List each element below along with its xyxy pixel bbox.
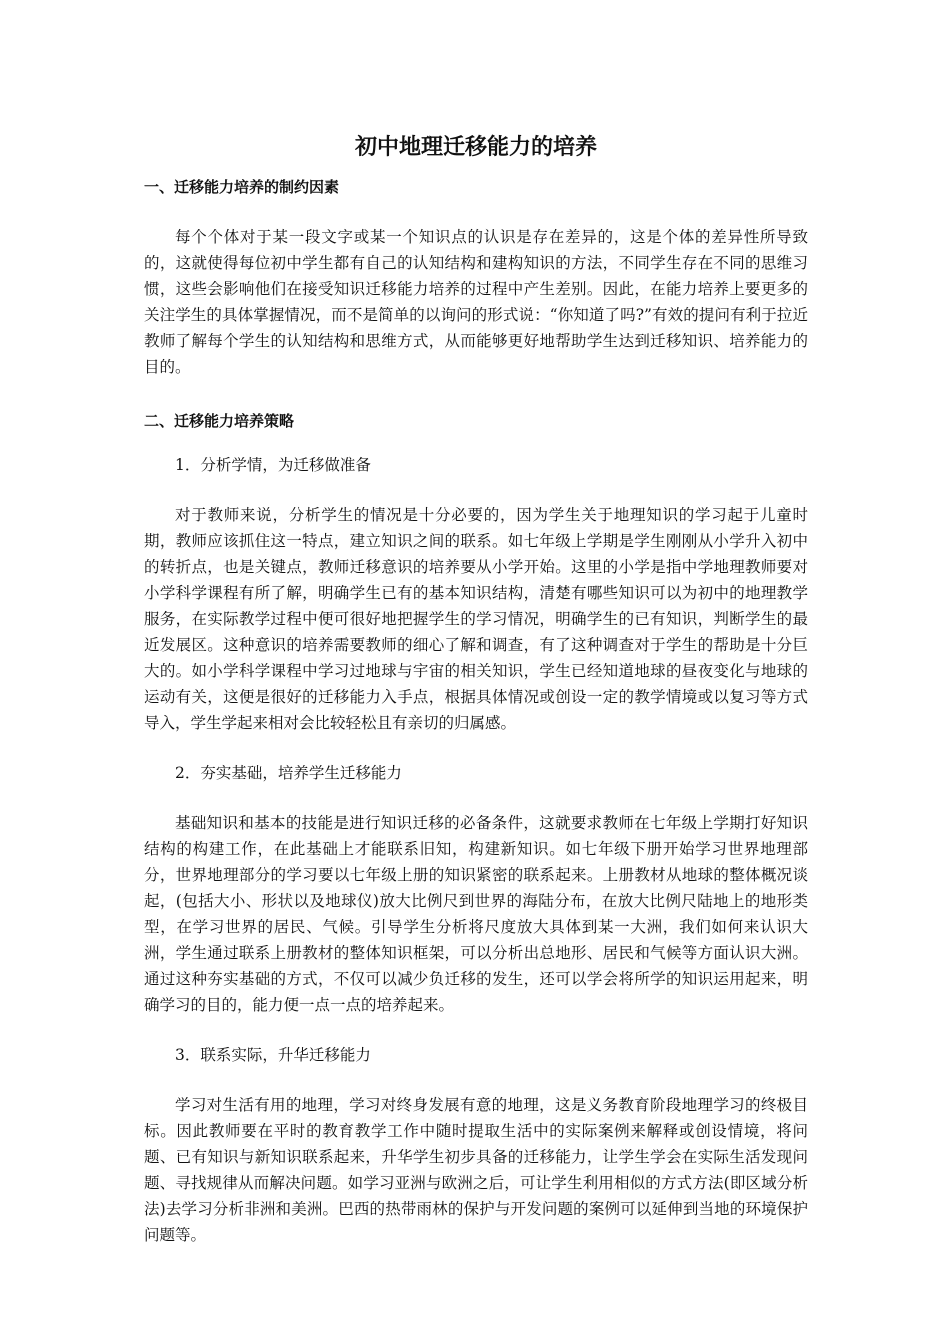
section-2-heading: 二、迁移能力培养策略	[144, 412, 295, 430]
subsection-2-paragraph: 基础知识和基本的技能是进行知识迁移的必备条件，这就要求教师在七年级上学期打好知识结构的构建工作，在此基础上才能联系旧知，构建新知识。如七年级下册开始学习世界地理部分，世界地理部分的学习要以七年级上册的知识紧密的联系起来。上册教材从地球的整体概况谈起，(包括大小、形状以及地球仪)放大比例尺到世界的海陆分布，在放大比例尺陆地上的地形类型，在学习世界的居民、气候。引导学生分析将尺度放大具体到某一大洲，我们如何来认识大洲，学生通过联系上册教材的整体知识框架，可以分析出总地形、居民和气候等方面认识大洲。通过这种夯实基础的方式，不仅可以减少负迁移的发生，还可以学会将所学的知识运用起来，明确学习的目的，能力便一点一点的培养起来。	[144, 814, 808, 1014]
subsection-3-paragraph: 学习对生活有用的地理，学习对终身发展有意的地理，这是义务教育阶段地理学习的终极目标。因此教师要在平时的教育教学工作中随时提取生活中的实际案例来解释或创设情境，将问题、已有知识与新知识联系起来，升华学生初步具备的迁移能力，让学生学会在实际生活发现问题、寻找规律从而解决问题。如学习亚洲与欧洲之后，可让学生利用相似的方式方法(即区域分析法)去学习分析非洲和美洲。巴西的热带雨林的保护与开发问题的案例可以延伸到当地的环境保护问题等。	[144, 1096, 808, 1244]
section-1-heading: 一、迁移能力培养的制约因素	[144, 178, 340, 196]
document-page	[144, 132, 808, 1248]
subsection-3-heading: 3．联系实际，升华迁移能力	[175, 1046, 371, 1064]
section-1-paragraph: 每个个体对于某一段文字或某一个知识点的认识是存在差异的，这是个体的差异性所导致的，这就使得每位初中学生都有自己的认知结构和建构知识的方法，不同学生存在不同的思维习惯，这些会影响他们在接受知识迁移能力培养的过程中产生差别。因此，在能力培养上要更多的关注学生的具体掌握情况，而不是简单的以询问的形式说：“你知道了吗?”有效的提问有利于拉近教师了解每个学生的认知结构和思维方式，从而能够更好地帮助学生达到迁移知识、培养能力的目的。	[144, 228, 808, 376]
subsection-1-heading: 1．分析学情，为迁移做准备	[175, 456, 371, 474]
subsection-2-heading: 2．夯实基础，培养学生迁移能力	[175, 764, 402, 782]
subsection-1-paragraph: 对于教师来说，分析学生的情况是十分必要的，因为学生关于地理知识的学习起于儿童时期，教师应该抓住这一特点，建立知识之间的联系。如七年级上学期是学生刚刚从小学升入初中的转折点，也是关键点，教师迁移意识的培养要从小学开始。这里的小学是指中学地理教师要对小学科学课程有所了解，明确学生已有的基本知识结构，清楚有哪些知识可以为初中的地理教学服务，在实际教学过程中便可很好地把握学生的学习情况，明确学生的已有知识，判断学生的最近发展区。这种意识的培养需要教师的细心了解和调查，有了这种调查对于学生的帮助是十分巨大的。如小学科学课程中学习过地球与宇宙的相关知识，学生已经知道地球的昼夜变化与地球的运动有关，这便是很好的迁移能力入手点，根据具体情况或创设一定的教学情境或以复习等方式导入，学生学起来相对会比较轻松且有亲切的归属感。	[144, 506, 808, 732]
document-title: 初中地理迁移能力的培养	[354, 135, 597, 160]
